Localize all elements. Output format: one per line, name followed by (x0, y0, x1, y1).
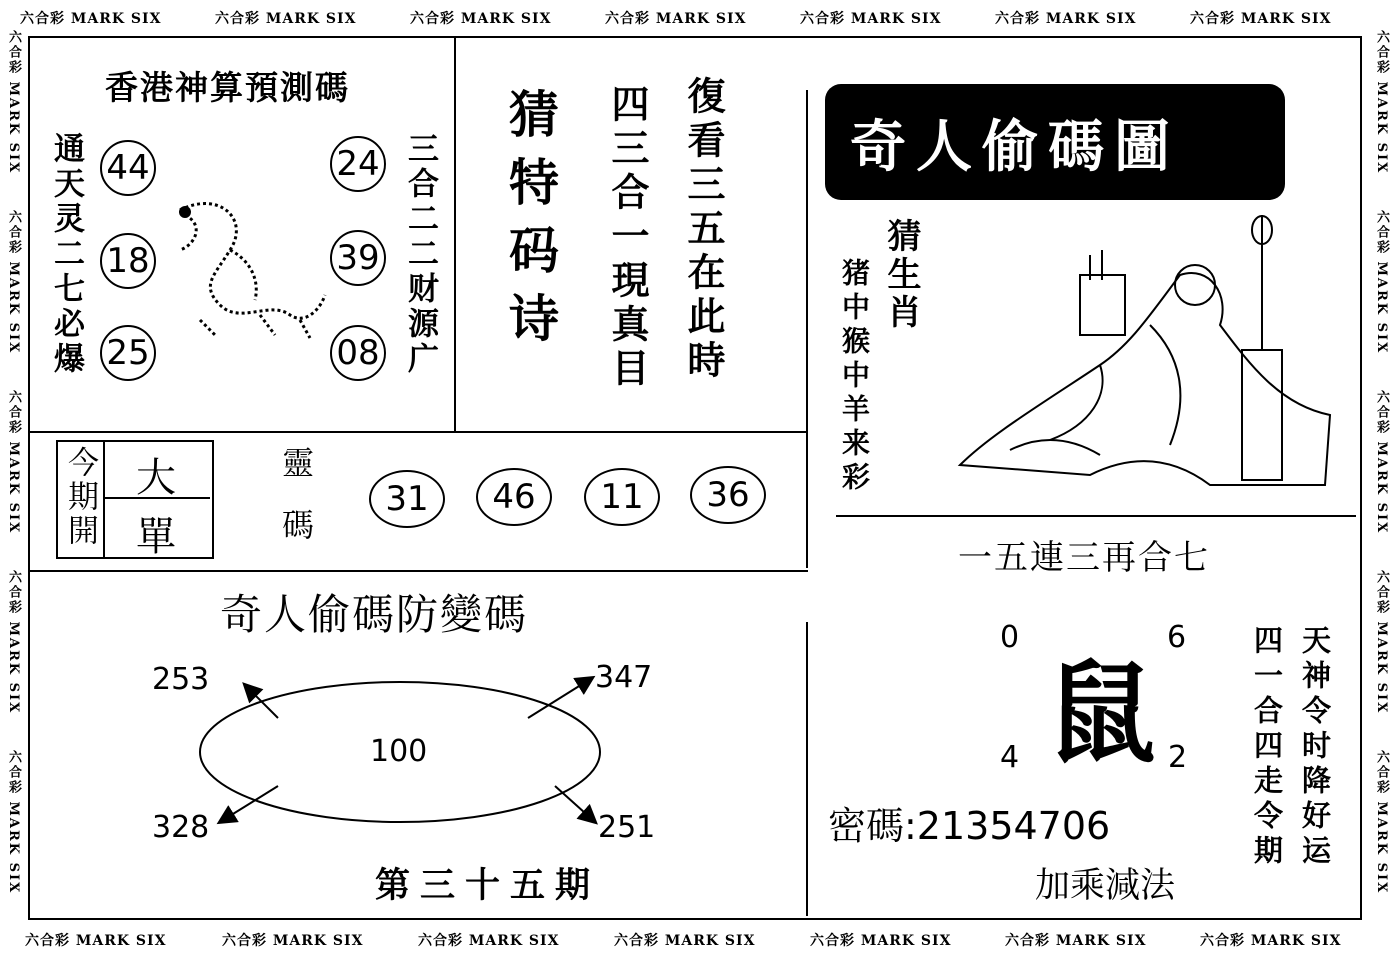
bottom-watermark-5: 六合彩 MARK SIX (810, 933, 952, 949)
divider-horizontal-3 (836, 515, 1356, 517)
prediction-right-vertical: 三合二二财源广 (402, 132, 438, 377)
divider-horizontal-1 (30, 431, 806, 433)
top-watermark-1: 六合彩 MARK SIX (20, 11, 162, 27)
mouse-corner-bottom-left: 4 (1000, 740, 1020, 775)
left-watermark-4: 六合彩 MARK SIX (6, 570, 21, 715)
scholar-illustration (950, 205, 1340, 505)
bottom-watermark-1: 六合彩 MARK SIX (25, 933, 167, 949)
this-period-label: 今期開 (62, 446, 98, 548)
divider-horizontal-2 (30, 570, 808, 572)
ling-number-3: 11 (584, 468, 660, 526)
period-number: 第三十五期 (375, 865, 601, 906)
ling-number-2: 46 (476, 468, 552, 526)
left-watermark-1: 六合彩 MARK SIX (6, 30, 21, 175)
left-watermark-3: 六合彩 MARK SIX (6, 390, 21, 535)
poem-line-2: 復看三五在此時 (681, 76, 726, 384)
left-number-1: 44 (100, 140, 156, 196)
zodiac-poem: 猪中猴中羊来彩 (838, 258, 871, 496)
change-code-top-right: 347 (595, 660, 653, 695)
bottom-watermark-3: 六合彩 MARK SIX (418, 933, 560, 949)
right-watermark-2: 六合彩 MARK SIX (1374, 210, 1389, 355)
bottom-watermark-4: 六合彩 MARK SIX (614, 933, 756, 949)
change-code-bottom-right: 251 (598, 810, 656, 845)
password-code: 密碼:21354706 (828, 804, 1111, 848)
right-number-1: 24 (330, 136, 386, 192)
calc-method: 加乘減法 (1035, 866, 1176, 906)
ling-number-1: 31 (369, 470, 445, 528)
divider-vertical-3 (806, 622, 808, 916)
big-label: 大 (136, 455, 176, 501)
right-number-3: 08 (330, 325, 386, 381)
left-watermark-5: 六合彩 MARK SIX (6, 750, 21, 895)
right-watermark-1: 六合彩 MARK SIX (1374, 30, 1389, 175)
bottom-watermark-6: 六合彩 MARK SIX (1005, 933, 1147, 949)
mouse-hint: 一五連三再合七 (958, 538, 1210, 578)
left-number-3: 25 (100, 325, 156, 381)
bottom-watermark-7: 六合彩 MARK SIX (1200, 933, 1342, 949)
divider-vertical-1 (454, 38, 456, 433)
change-code-bottom-left: 328 (152, 810, 210, 845)
divider-vertical-2 (806, 90, 808, 568)
right-watermark-4: 六合彩 MARK SIX (1374, 570, 1389, 715)
right-watermark-5: 六合彩 MARK SIX (1374, 750, 1389, 895)
single-label: 單 (136, 514, 176, 560)
change-code-top-left: 253 (152, 662, 210, 697)
top-watermark-5: 六合彩 MARK SIX (800, 11, 942, 27)
mouse-side-poem-1: 天神令时降好运 (1298, 625, 1332, 870)
poem-title: 猜特码诗 (501, 88, 560, 360)
mouse-char: 鼠 (1046, 649, 1156, 778)
prediction-left-vertical: 通天灵二七必爆 (48, 132, 84, 377)
top-watermark-6: 六合彩 MARK SIX (995, 11, 1137, 27)
left-watermark-2: 六合彩 MARK SIX (6, 210, 21, 355)
top-watermark-3: 六合彩 MARK SIX (410, 11, 552, 27)
ling-code-label: 靈碼 (277, 446, 315, 570)
top-watermark-2: 六合彩 MARK SIX (215, 11, 357, 27)
right-number-2: 39 (330, 230, 386, 286)
prediction-title: 香港神算預測碼 (105, 68, 350, 107)
mouse-side-poem-2: 四一合四走令期 (1250, 625, 1284, 870)
dragon-illustration (160, 190, 330, 340)
change-code-title: 奇人偷碼防變碼 (220, 590, 529, 639)
mouse-corner-top-right: 6 (1167, 620, 1187, 655)
bottom-watermark-2: 六合彩 MARK SIX (222, 933, 364, 949)
guess-zodiac: 猜生肖 (881, 218, 921, 332)
poem-line-1: 四三合一現真目 (605, 84, 650, 392)
left-number-2: 18 (100, 233, 156, 289)
change-code-center: 100 (370, 734, 428, 769)
top-watermark-4: 六合彩 MARK SIX (605, 11, 747, 27)
top-watermark-7: 六合彩 MARK SIX (1190, 11, 1332, 27)
mouse-corner-top-left: 0 (1000, 620, 1020, 655)
mouse-corner-bottom-right: 2 (1168, 740, 1188, 775)
right-watermark-3: 六合彩 MARK SIX (1374, 390, 1389, 535)
ling-number-4: 36 (690, 466, 766, 524)
thief-banner: 奇人偷碼圖 (850, 114, 1180, 180)
